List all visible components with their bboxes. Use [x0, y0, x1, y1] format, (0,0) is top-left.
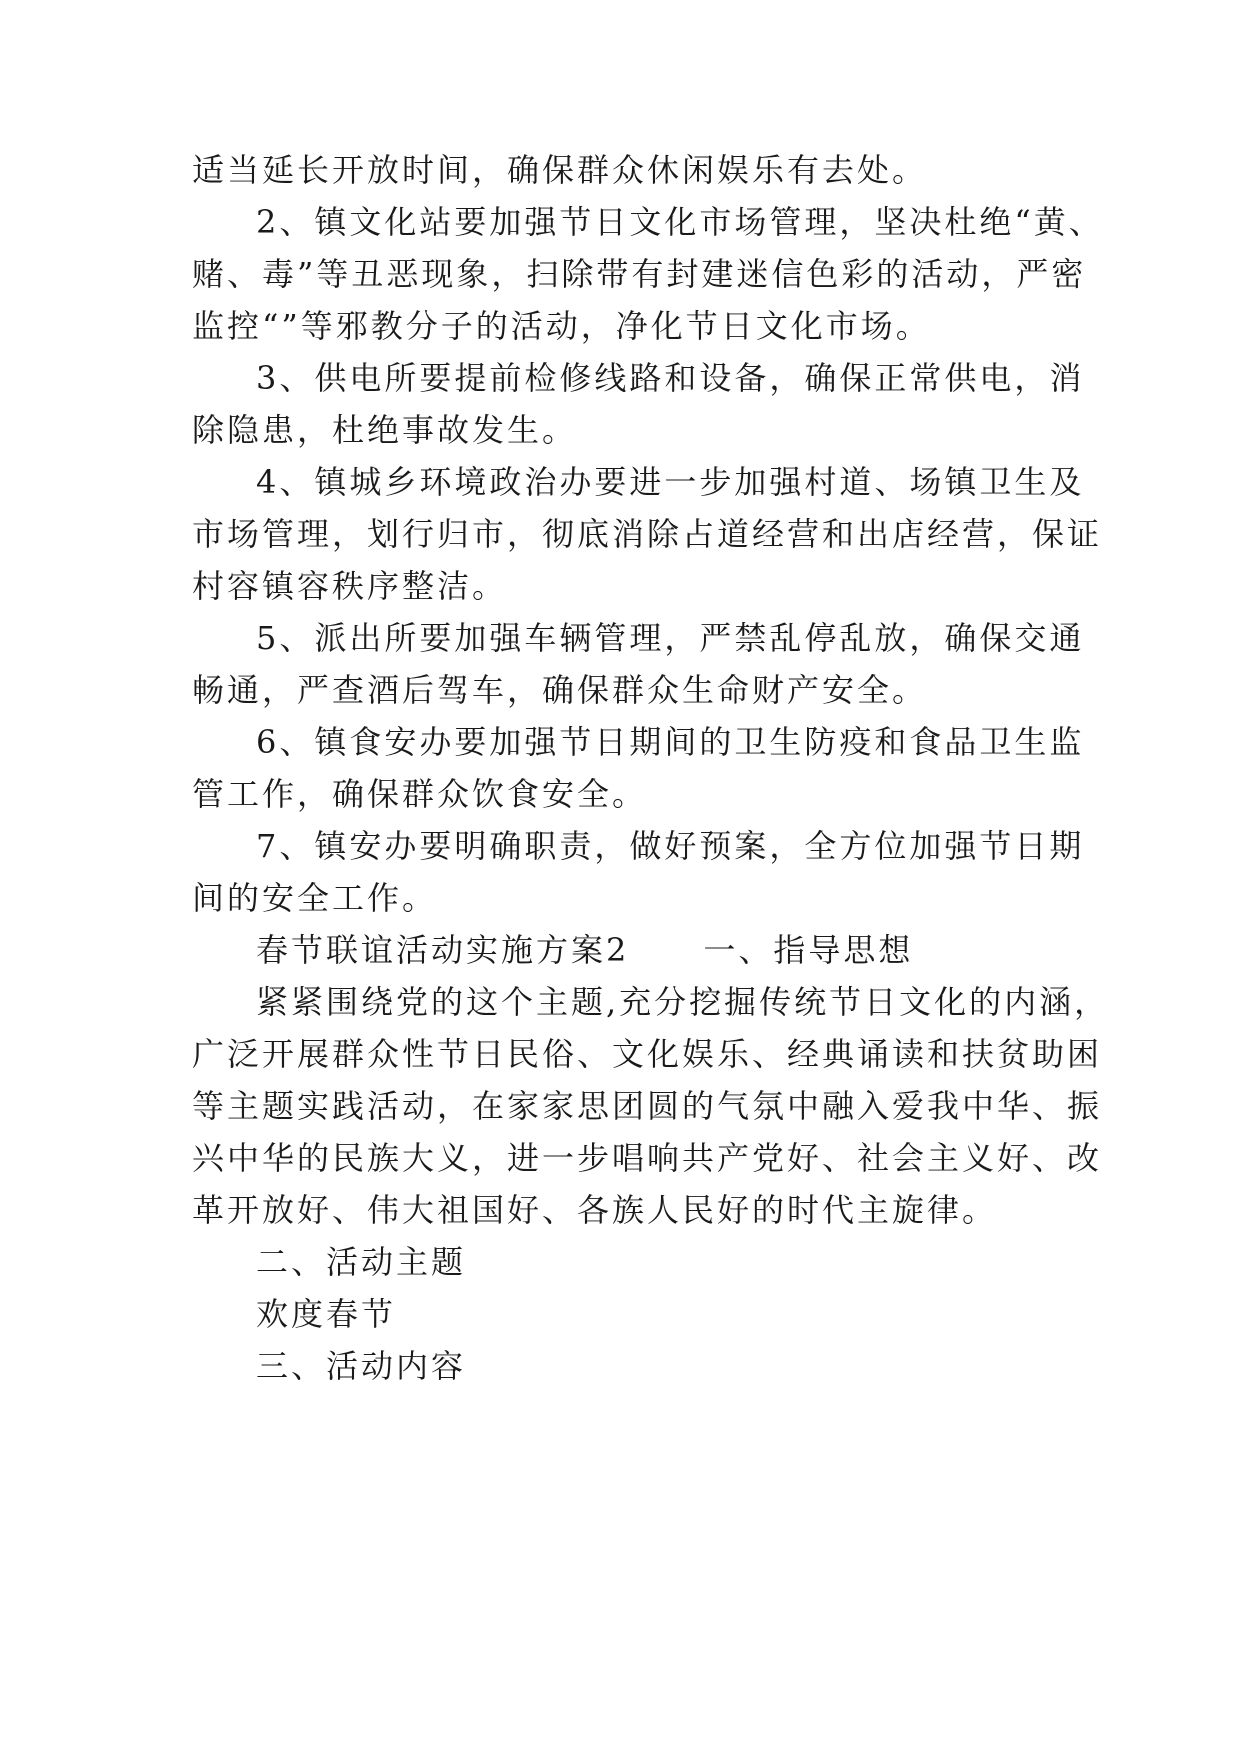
text-line: 等主题实践活动，在家家思团圆的气氛中融入爱我中华、振: [192, 1087, 1103, 1125]
heading-activity-theme: 二、活动主题: [256, 1243, 467, 1281]
text-line: 兴中华的民族大义，进一步唱响共产党好、社会主义好、改: [192, 1139, 1103, 1177]
text-line: 6、镇食安办要加强节日期间的卫生防疫和食品卫生监: [256, 723, 1085, 761]
text-line: 畅通，严查酒后驾车，确保群众生命财产安全。: [192, 671, 928, 709]
text-line: 革开放好、伟大祖国好、各族人民好的时代主旋律。: [192, 1191, 998, 1229]
text-line: 适当延长开放时间，确保群众休闲娱乐有去处。: [192, 151, 928, 189]
text-line: 3、供电所要提前检修线路和设备，确保正常供电，消: [256, 359, 1085, 397]
text-line: 4、镇城乡环境政治办要进一步加强村道、场镇卫生及: [256, 463, 1085, 501]
section-heading: 一、指导思想: [703, 931, 914, 969]
heading-activity-content: 三、活动内容: [256, 1347, 467, 1385]
text-line: 间的安全工作。: [192, 879, 438, 917]
text-line: 5、派出所要加强车辆管理，严禁乱停乱放，确保交通: [256, 619, 1085, 657]
text-line: 2、镇文化站要加强节日文化市场管理，坚决杜绝“黄、: [256, 203, 1104, 241]
text-line: 7、镇安办要明确职责，做好预案，全方位加强节日期: [256, 827, 1085, 865]
text-line: 赌、毒”等丑恶现象，扫除带有封建迷信色彩的活动，严密: [192, 255, 1087, 293]
section-title-line: [256, 930, 913, 970]
text-line: 紧紧围绕党的这个主题,充分挖掘传统节日文化的内涵，: [256, 983, 1110, 1021]
text-line: 管工作，确保群众饮食安全。: [192, 775, 648, 813]
text-line: 欢度春节: [256, 1295, 397, 1333]
text-line: 市场管理，划行归市，彻底消除占道经营和出店经营，保证: [192, 515, 1103, 553]
text-line: 除隐患，杜绝事故发生。: [192, 411, 578, 449]
section-title: 春节联谊活动实施方案2: [256, 931, 630, 969]
text-line: 村容镇容秩序整洁。: [192, 567, 508, 605]
text-line: 广泛开展群众性节日民俗、文化娱乐、经典诵读和扶贫助困: [192, 1035, 1103, 1073]
text-line: 监控“”等邪教分子的活动，净化节日文化市场。: [192, 307, 931, 345]
